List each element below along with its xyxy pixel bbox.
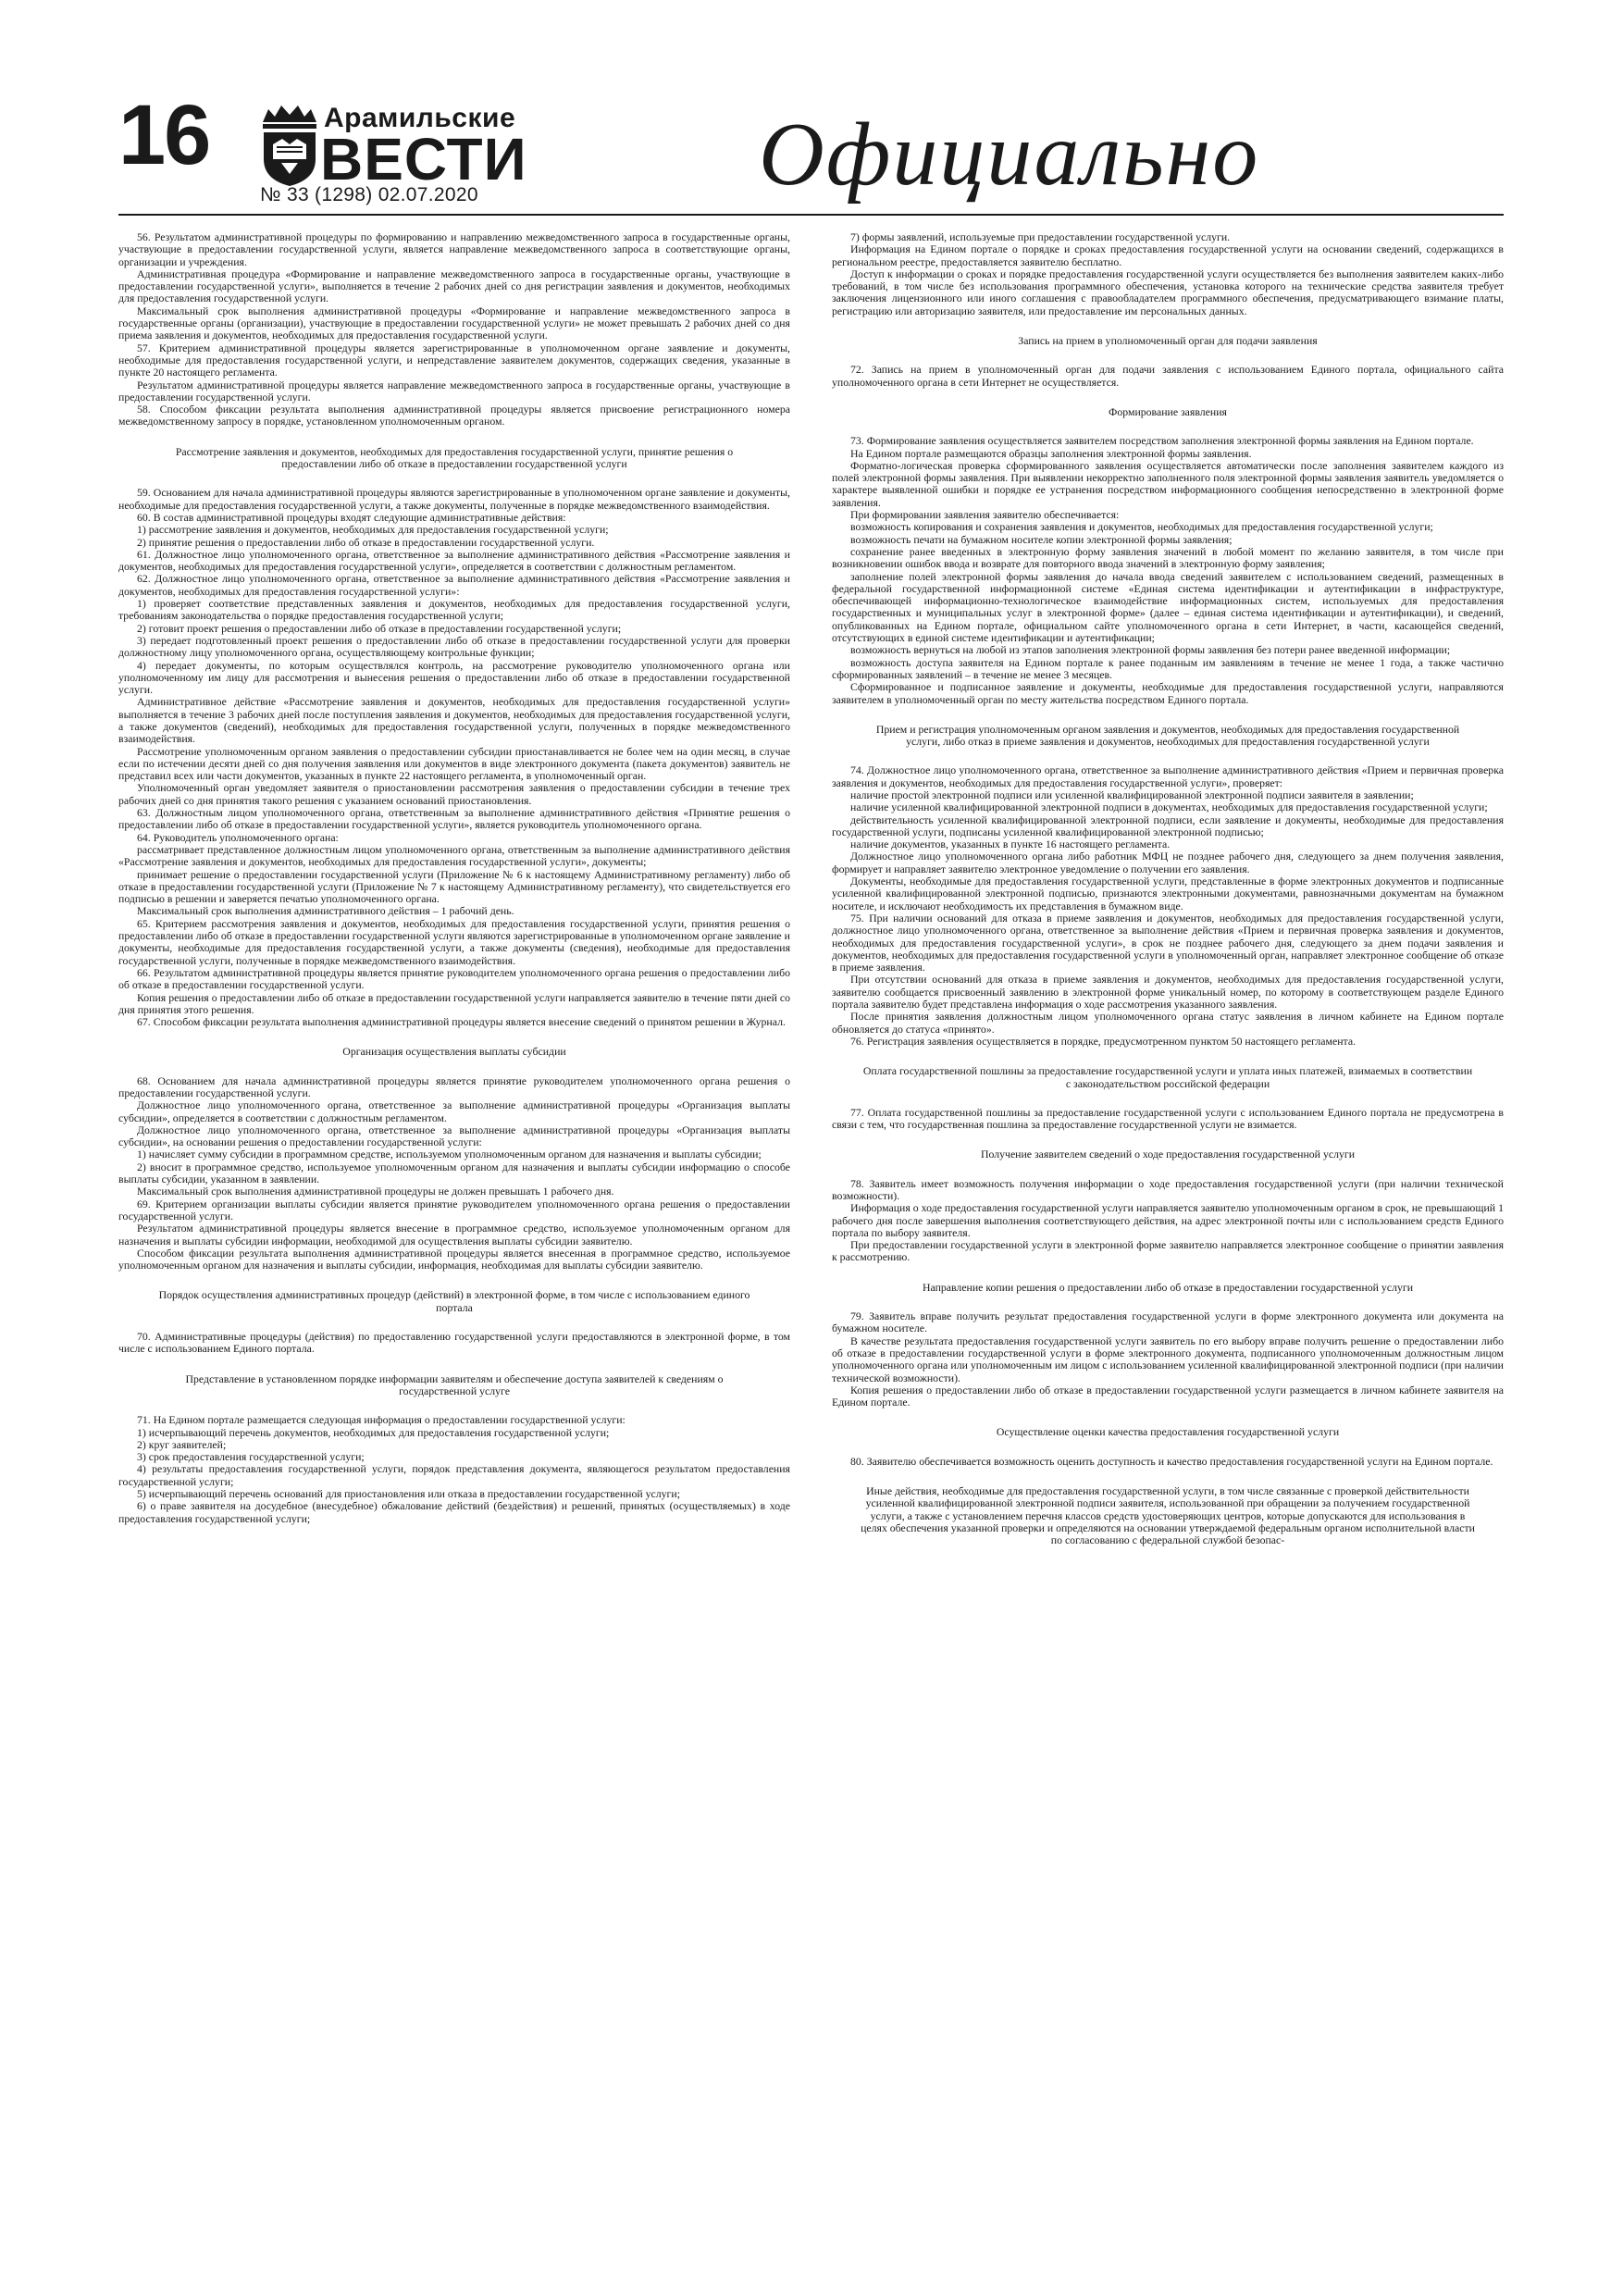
paragraph: Максимальный срок выполнения административной процедуры «Формирование и направление межведомственного запроса в государственные органы (организации), участвующие в предоставлении государственной услуги» не может превышать 2 рабочих дней со дня приема заявления и документов, необходимых для предоставления государственной услуги. xyxy=(118,304,790,342)
paragraph: Копия решения о предоставлении либо об отказе в предоставлении государственной услуги направляется заявителю в течение пяти дней со дня принятия этого решения. xyxy=(118,990,790,1016)
left-text-column xyxy=(118,231,790,2281)
paragraph: Копия решения о предоставлении либо об отказе в предоставлении государственной услуги размещается в личном кабинете заявителя на Едином портале. xyxy=(832,1383,1504,1409)
paragraph: наличие документов, указанных в пункте 16 настоящего регламента. xyxy=(850,838,1171,851)
header-divider xyxy=(118,214,1504,216)
paragraph: наличие усиленной квалифицированной электронной подписи в документах, необходимых для предоставления государственной услуги; xyxy=(850,800,1488,814)
issue-number-date: № 33 (1298) 02.07.2020 xyxy=(260,184,478,205)
section-heading: Запись на прием в уполномоченный орган для подачи заявления xyxy=(1018,334,1318,348)
paragraph: 79. Заявитель вправе получить результат предоставления государственной услуги в форме электронного документа или документа на бумажном носителе. xyxy=(832,1309,1504,1335)
paragraph: Информация на Едином портале о порядке и сроках предоставления государственной услуги на основании сведений, содержащихся в региональном реестре, предоставляется заявителю бесплатно. xyxy=(832,242,1504,268)
paragraph: Доступ к информации о сроках и порядке предоставления государственной услуги осуществляется без выполнения заявителем каких-либо требований, в том числе без использования программного обеспечения, установка которого на технические средства заявителя требует заключения лицензионного или иного соглашения с правообладателем программного обеспечения, предусматривающего взимание платы, регистрацию или авторизацию заявителя, или предоставление им персональных данных. xyxy=(832,267,1504,317)
section-title: Официально xyxy=(759,105,1260,205)
paragraph: Административная процедура «Формирование и направление межведомственного запроса в государственные органы, участвующие в предоставлении государственной услуги», выполняется в течение 2 рабочих дней со дня регистрации заявления и документов, необходимых для предоставления государственной услуги. xyxy=(118,267,790,305)
paragraph: 65. Критерием рассмотрения заявления и документов, необходимых для предоставления государственной услуги, принятия решения о предоставлении либо об отказе в предоставлении государственной услуги являются зарегистрированные в уполномоченном органе заявление и документы, необходимые для предоставления государственной услуги, а также документы (сведения), необходимые для предоставления государственной услуги, полученные в порядке межведомственного взаимодействия. xyxy=(118,916,790,967)
paragraph: 72. Запись на прием в уполномоченный орган для подачи заявления с использованием Единого портала, официального сайта уполномоченного органа в сети Интернет не осуществляется. xyxy=(832,363,1504,389)
paragraph: 61. Должностное лицо уполномоченного органа, ответственное за выполнение административного действия «Рассмотрение заявления и документов, необходимых для предоставления государственной услуги», определяется в соответствии с должностным регламентом. xyxy=(118,547,790,574)
paragraph: Административное действие «Рассмотрение заявления и документов, необходимых для предоставления государственной услуги» выполняется в течение 3 рабочих дней после поступления заявления и документов, необходимых для предоставления государственной услуги, а также документов (сведений), необходимых для предоставления государственной услуги, полученных в порядке межведомственного взаимодействия. xyxy=(118,695,790,746)
paragraph: После принятия заявления должностным лицом уполномоченного органа статус заявления в личном кабинете на Едином портале обновляется до статуса «принято». xyxy=(832,1010,1504,1036)
paragraph: Максимальный срок выполнения административного действия – 1 рабочий день. xyxy=(137,904,514,918)
section-heading: Организация осуществления выплаты субсидии xyxy=(342,1045,566,1059)
paragraph: 59. Основанием для начала административной процедуры являются зарегистрированные в уполномоченном органе заявление и документы, необходимые для предоставления государственной услуги, а также документы, полученные в порядке межведомственного взаимодействия. xyxy=(118,486,790,512)
paragraph: 62. Должностное лицо уполномоченного органа, ответственное за выполнение административного действия «Рассмотрение заявления и документов, необходимых для предоставления государственной услуги»: xyxy=(118,572,790,598)
paragraph: 1) проверяет соответствие представленных заявления и документов, необходимых для предоставления государственной услуги, требованиям законодательства о порядке предоставления государственной услуги; xyxy=(118,597,790,623)
paragraph: 68. Основанием для начала административной процедуры является принятие руководителем уполномоченного органа решения о предоставлении государственной услуги. xyxy=(118,1074,790,1099)
paragraph: 73. Формирование заявления осуществляется заявителем посредством заполнения электронной формы заявления на Едином портале. xyxy=(850,434,1474,448)
paragraph: принимает решение о предоставлении государственной услуги (Приложение № 6 к настоящему Административному регламенту) либо об отказе в предоставлении государственной услуги (Приложение № 7 к настоящему Административному регламенту), что свидетельствуется его подписью в решении и заверяется печатью уполномоченного органа. xyxy=(118,867,790,906)
paragraph: 1) рассмотрение заявления и документов, необходимых для предоставления государственной услуги; xyxy=(137,523,609,537)
right-text-column xyxy=(832,231,1504,2281)
paragraph: возможность печати на бумажном носителе копии электронной формы заявления; xyxy=(850,532,1233,546)
paragraph: 1) исчерпывающий перечень документов, необходимых для предоставления государственной услуги; xyxy=(137,1425,610,1439)
paragraph: 74. Должностное лицо уполномоченного органа, ответственное за выполнение административного действия «Прием и первичная проверка заявления и документов, необходимых для предоставления государственной услуги», проверяет: xyxy=(832,763,1504,789)
paragraph: 70. Административные процедуры (действия) по предоставлению государственной услуги предоставляются в электронной форме, в том числе с использованием Единого портала. xyxy=(118,1330,790,1356)
paragraph: При формировании заявления заявителю обеспечивается: xyxy=(850,508,1120,522)
section-heading: Формирование заявления xyxy=(1109,404,1227,418)
paragraph: 69. Критерием организации выплаты субсидии является принятие руководителем уполномоченного органа решения о предоставлении государственной услуги. xyxy=(118,1197,790,1222)
paragraph: 75. При наличии оснований для отказа в приеме заявления и документов, необходимых для предоставления государственной услуги, должностное лицо уполномоченного органа, ответственное за выполнение действия «Прием и первичная проверка заявления и документов, необходимых для предоставления государственной услуги», в срок не позднее рабочего дня, следующего за днем подачи заявления и документов, необходимых для предоставления государственной услуги в уполномоченный орган, направляет электронное сообщение об отказе в приеме заявления. xyxy=(832,911,1504,974)
paragraph: На Едином портале размещаются образцы заполнения электронной формы заявления. xyxy=(850,446,1252,460)
section-heading: Порядок осуществления административных процедур (действий) в электронной форме, в том числе с использованием единого портала xyxy=(158,1288,750,1314)
paragraph: Документы, необходимые для предоставления государственной услуги, представленные в форме электронных документов и подписанные усиленной квалифицированной электронной подписью, признаются электронными документами, равнозначными документам на бумажном носителе, и исключают необходимость их представления в бумажном виде. xyxy=(832,875,1504,912)
paragraph: 78. Заявитель имеет возможность получения информации о ходе предоставления государственной услуги (при наличии технической возможности). xyxy=(832,1176,1504,1202)
paragraph: 1) начисляет сумму субсидии в программном средстве, используемом уполномоченным органом для назначения и выплаты субсидии; xyxy=(137,1148,762,1161)
paragraph: Информация о ходе предоставления государственной услуги направляется заявителю уполномоченным органом в срок, не превышающий 1 рабочего дня после завершения выполнения соответствующего действия, на адрес электронной почты или с использованием средств Единого портала по выбору заявителя. xyxy=(832,1201,1504,1239)
paragraph: 3) передает подготовленный проект решения о предоставлении либо об отказе в предоставлении государственной услуги для проверки должностному лицу уполномоченного органа, осуществляющему контрольные функции; xyxy=(118,633,790,660)
paragraph: Результатом административной процедуры является внесение в программное средство, используемое уполномоченным органом для назначения и выплаты субсидии информации, необходимой для осуществления выплаты субсидии заявителю. xyxy=(118,1222,790,1247)
paragraph: 2) круг заявителей; xyxy=(137,1437,227,1451)
paragraph: 2) вносит в программное средство, используемое уполномоченным органом для назначения и выплаты субсидии информацию о способе выплаты субсидии, указанном в заявлении. xyxy=(118,1160,790,1186)
paragraph: 71. На Едином портале размещается следующая информация о предоставлении государственной услуги: xyxy=(137,1413,626,1427)
paragraph: рассматривает представленное должностным лицом уполномоченного органа, ответственным за выполнение административного действия «Рассмотрение заявления и документов, необходимых для предоставления государственной услуги», документы; xyxy=(118,842,790,869)
section-heading: Оплата государственной пошлины за предоставление государственной услуги и уплата иных платежей, взимаемых в соответствии с законодательством российской федерации xyxy=(862,1064,1473,1090)
paragraph: возможность копирования и сохранения заявления и документов, необходимых для предоставления государственной услуги; xyxy=(850,520,1433,534)
paragraph: При отсутствии оснований для отказа в приеме заявления и документов, необходимых для предоставления государственной услуги, заявителю сообщается присвоенный заявлению в электронной форме уникальный номер, по которому в соответствующем разделе Единого портала заявителю будет представлена информация о ходе рассмотрения указанного заявления. xyxy=(832,973,1504,1011)
masthead xyxy=(0,0,1623,217)
paragraph: 3) срок предоставления государственной услуги; xyxy=(137,1450,365,1464)
paragraph: Сформированное и подписанное заявление и документы, необходимые для предоставления государственной услуги, направляются заявителем в уполномоченный орган по месту жительства посредством Единого портала. xyxy=(832,680,1504,706)
paragraph: 64. Руководитель уполномоченного органа: xyxy=(137,830,339,844)
paragraph: 60. В состав административной процедуры входят следующие административные действия: xyxy=(137,510,566,524)
page-number: 16 xyxy=(118,88,210,182)
paragraph: Должностное лицо уполномоченного органа, ответственное за выполнение административной процедуры «Организация выплаты субсидии», определяется в соответствии с должностным регламентом. xyxy=(118,1098,790,1124)
section-heading: Иные действия, необходимые для предоставления государственной услуги, в том числе связанные с проверкой действительности усиленной квалифицированной электронной подписи заявителя, использованной при обращении за получением государственной услуги, а также с установлением перечня классов средств удостоверяющих центров, которые допускаются для использования в целях обеспечения указанной проверки и определяются на основании утверждаемой федеральным органом исполнительной власти по согласованию с федеральной службой безопас- xyxy=(861,1484,1475,1547)
paragraph: 66. Результатом административной процедуры является принятие руководителем уполномоченного органа решения о предоставлении либо об отказе в предоставлении государственной услуги. xyxy=(118,965,790,992)
paragraph: возможность вернуться на любой из этапов заполнения электронной формы заявления без потери ранее введенной информации; xyxy=(850,643,1451,657)
paragraph: 2) готовит проект решения о предоставлении либо об отказе в предоставлении государственной услуги; xyxy=(137,621,622,635)
section-heading: Рассмотрение заявления и документов, необходимых для предоставления государственной услуги, принятие решения о предоставлении либо об отказе в предоставлении государственной услуги xyxy=(175,444,734,471)
paragraph: В качестве результата предоставления государственной услуги заявитель по его выбору вправе получить решение о предоставлении либо об отказе в предоставлении государственной услуги в форме электронного документа, подписанного уполномоченным должностным лицом уполномоченного органа или уполномоченным им лицом с использованием усиленной квалифицированной электронной подписи (при наличии технической возможности). xyxy=(832,1334,1504,1384)
paragraph: 58. Способом фиксации результата выполнения административной процедуры является присвоение регистрационного номера межведомственному запросу в порядке, установленном уполномоченным органом. xyxy=(118,403,790,428)
section-heading: Представление в установленном порядке информации заявителям и обеспечение доступа заявителей к сведениям о государственной услуге xyxy=(185,1371,724,1397)
paragraph: 4) результаты предоставления государственной услуги, порядок представления документа, являющегося результатом предоставления государственной услуги; xyxy=(118,1462,790,1488)
paragraph: При предоставлении государственной услуги в электронной форме заявителю направляется электронное сообщение о принятии заявления к рассмотрению. xyxy=(832,1238,1504,1264)
newspaper-name-main: ВЕСТИ xyxy=(320,126,527,192)
paragraph: 6) о праве заявителя на досудебное (внесудебное) обжалование действий (бездействия) и решений, принятых (осуществляемых) в ходе предоставления государственной услуги; xyxy=(118,1499,790,1525)
paragraph: 5) исчерпывающий перечень оснований для приостановления или отказа в предоставлении государственной услуги; xyxy=(137,1487,680,1501)
coat-of-arms-icon xyxy=(259,104,320,187)
paragraph: Результатом административной процедуры является направление межведомственного запроса в государственные органы, участвующие в предоставлении государственной услуги. xyxy=(118,378,790,403)
paragraph: Должностное лицо уполномоченного органа, ответственное за выполнение административной процедуры «Организация выплаты субсидии», на основании решения о предоставлении государственной услуги: xyxy=(118,1123,790,1149)
paragraph: 4) передает документы, по которым осуществлялся контроль, на рассмотрение руководителю уполномоченного органа или уполномоченному им лицу для рассмотрения и вынесения решения о предоставлении либо об отказе в предоставлении государственной услуги. xyxy=(118,658,790,697)
paragraph: 7) формы заявлений, используемые при предоставлении государственной услуги. xyxy=(850,231,1231,243)
paragraph: 67. Способом фиксации результата выполнения административной процедуры является внесение сведений о принятом решении в Журнал. xyxy=(137,1015,786,1029)
paragraph: Уполномоченный орган уведомляет заявителя о приостановлении рассмотрения заявления о предоставлении субсидии в течение трех рабочих дней со дня принятия такого решения с указанием оснований приостановления. xyxy=(118,781,790,807)
paragraph: 63. Должностным лицом уполномоченного органа, ответственным за выполнение административного действия «Принятие решения о предоставлении либо об отказе в предоставлении государственной услуги», является руководитель уполномоченного органа. xyxy=(118,806,790,832)
paragraph: Форматно-логическая проверка сформированного заявления осуществляется автоматически после заполнения заявителем каждого из полей электронной формы заявления. При выявлении некорректно заполненного поля электронной формы заявления заявитель уведомляется о характере выявленной ошибки и порядке ее устранения посредством информационного сообщения непосредственно в электронной форме заявления. xyxy=(832,458,1504,509)
paragraph: заполнение полей электронной формы заявления до начала ввода сведений заявителем с использованием сведений, размещенных в федеральной государственной информационной системе «Единая система идентификации и аутентификации в инфраструктуре, обеспечивающей информационно-технологическое взаимодействие информационных систем, используемых для предоставления государственных и муниципальных услуг в электронной форме» (далее – единая система идентификации и аутентификации), и сведений, опубликованных на Едином портале, официальном сайте уполномоченного органа в сети Интернет, в части, касающейся сведений, отсутствующих в единой системе идентификации и аутентификации; xyxy=(832,569,1504,645)
paragraph: Максимальный срок выполнения административной процедуры не должен превышать 1 рабочего дня. xyxy=(137,1185,614,1198)
newspaper-name-top: Арамильские xyxy=(324,103,516,133)
paragraph: 80. Заявителю обеспечивается возможность оценить доступность и качество предоставления государственной услуги на Едином портале. xyxy=(850,1454,1493,1468)
section-heading: Получение заявителем сведений о ходе предоставления государственной услуги xyxy=(980,1148,1356,1161)
paragraph: Должностное лицо уполномоченного органа либо работник МФЦ не позднее рабочего дня, следующего за днем получения заявления, формирует и направляет заявителю электронное уведомление о получении его заявления. xyxy=(832,850,1504,875)
paragraph: 56. Результатом административной процедуры по формированию и направлению межведомственного запроса в государственные органы, участвующие в предоставлении государственной услуги, является направление межведомственного запроса в соответствующие органы, организации и учреждения. xyxy=(118,231,790,268)
section-heading: Направление копии решения о предоставлении либо об отказе в предоставлении государственной услуги xyxy=(922,1280,1414,1294)
paragraph: действительность усиленной квалифицированной электронной подписи, если заявление и документы, необходимые для предоставления государственной услуги, подписаны усиленной квалифицированной электронной подписью; xyxy=(832,813,1504,838)
paragraph: 2) принятие решения о предоставлении либо об отказе в предоставлении государственной услуги. xyxy=(137,535,595,549)
paragraph: возможность доступа заявителя на Едином портале к ранее поданным им заявлениям в течение не менее 1 года, а также частично сформированных заявлений – в течение не менее 3 месяцев. xyxy=(832,655,1504,681)
paragraph: Рассмотрение уполномоченным органом заявления о предоставлении субсидии приостанавливается не более чем на один месяц, в случае если по истечении десяти дней со дня получения заявления или документов в виде электронного документа (пакета документов) заявитель не представил всех или части документов, указанных в пункте 22 настоящего регламента, в уполномоченный орган. xyxy=(118,744,790,783)
paragraph: 76. Регистрация заявления осуществляется в порядке, предусмотренном пунктом 50 настоящего регламента. xyxy=(850,1034,1357,1048)
paragraph: 77. Оплата государственной пошлины за предоставление государственной услуги с использованием Единого портала не предусмотрена в связи с тем, что государственная пошлина за предоставление государственной услуги не взимается. xyxy=(832,1105,1504,1132)
section-heading: Осуществление оценки качества предоставления государственной услуги xyxy=(996,1425,1340,1439)
paragraph: наличие простой электронной подписи или усиленной квалифицированной электронной подписи заявителя в заявлении; xyxy=(850,788,1414,801)
paragraph: сохранение ранее введенных в электронную форму заявления значений в любой момент по желанию заявителя, в том числе при возникновении ошибок ввода и возврате для повторного ввода значений в электронную форму заявления; xyxy=(832,544,1504,571)
section-heading: Прием и регистрация уполномоченным органом заявления и документов, необходимых для предоставления государственной услуги, либо отказ в приеме заявления и документов, необходимых для предоставления государственной услуги xyxy=(875,722,1460,749)
paragraph: 57. Критерием административной процедуры является зарегистрированные в уполномоченном органе заявление и документы, необходимые для предоставления государственной услуги, и непредставление заявителем документов, содержащих сведения, указанные в пункте 20 настоящего регламента. xyxy=(118,341,790,379)
paragraph: Способом фиксации результата выполнения административной процедуры является внесенная в программное средство, используемое уполномоченным органом для назначения и выплаты субсидии, информация, необходимая для выплаты субсидии заявителю. xyxy=(118,1246,790,1272)
